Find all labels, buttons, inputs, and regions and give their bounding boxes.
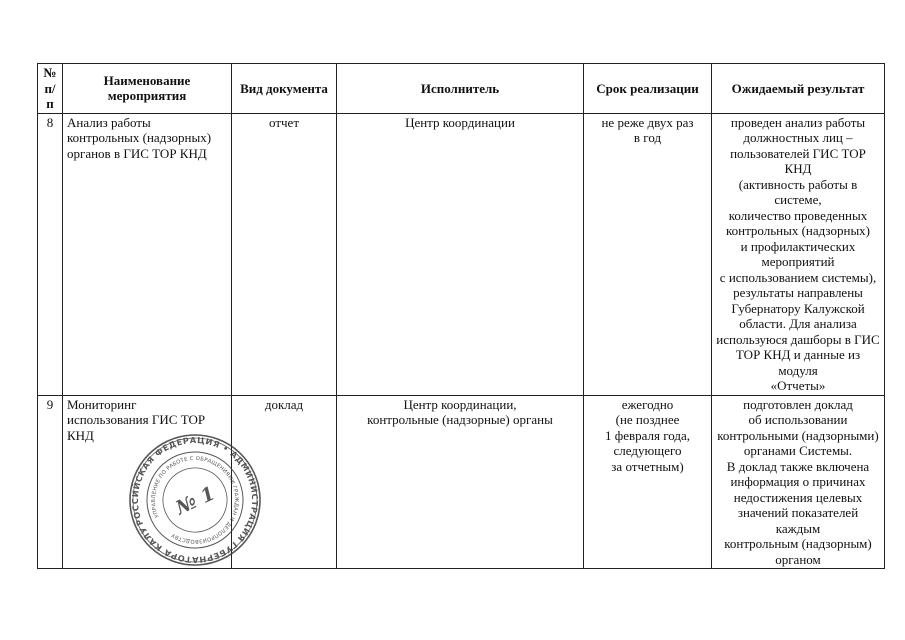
table-header-row — [38, 64, 885, 114]
header-doc-type: Вид документа — [232, 64, 337, 114]
official-stamp — [128, 433, 262, 567]
cell-deadline: не реже двух раз в год — [584, 113, 712, 395]
cell-result: подготовлен доклад об использовании контрольными (надзорными) органами Системы. В доклад также включена информация о причинах недостижения целевых значений показателей каждым контрольным (надзорным) органом — [712, 395, 885, 569]
table-row — [38, 113, 885, 395]
stamp-outer-text: РОССИЙСКАЯ ФЕДЕРАЦИЯ • АДМИНИСТРАЦИЯ ГУБЕРНАТОРА КАЛУЖСКОЙ — [129, 434, 261, 566]
cell-doc-type: отчет — [232, 113, 337, 395]
header-executor: Исполнитель — [337, 64, 584, 114]
cell-name: Анализ работы контрольных (надзорных) органов в ГИС ТОР КНД — [63, 113, 232, 395]
cell-executor: Центр координации — [337, 113, 584, 395]
header-deadline: Срок реализации — [584, 64, 712, 114]
stamp-inner-text: УПРАВЛЕНИЕ ПО РАБОТЕ С ОБРАЩЕНИЯМИ ГРАЖДАН И ДЕЛОПРОИЗВОДСТВУ — [150, 455, 240, 545]
header-name: Наименование мероприятия — [63, 64, 232, 114]
header-number: № п/п — [38, 64, 63, 114]
cell-doc-type: доклад — [232, 395, 337, 569]
stamp-number: № 1 — [172, 482, 219, 520]
cell-executor: Центр координации, контрольные (надзорные) органы — [337, 395, 584, 569]
cell-number: 9 — [38, 395, 63, 569]
cell-deadline: ежегодно (не позднее 1 февраля года, следующего за отчетным) — [584, 395, 712, 569]
cell-result: проведен анализ работы должностных лиц – пользователей ГИС ТОР КНД (активность работы в системе, количество проведенных контрольных (надзорных) и профилактических мероприятий с использованием системы), результаты направлены Губернатору Калужской области. Для анализа используюся дашборы в ГИС ТОР КНД и данные из модуля «Отчеты» — [712, 113, 885, 395]
header-result: Ожидаемый результат — [712, 64, 885, 114]
cell-number: 8 — [38, 113, 63, 395]
cell-name: Мониторинг использования ГИС ТОР КНД — [63, 395, 232, 569]
